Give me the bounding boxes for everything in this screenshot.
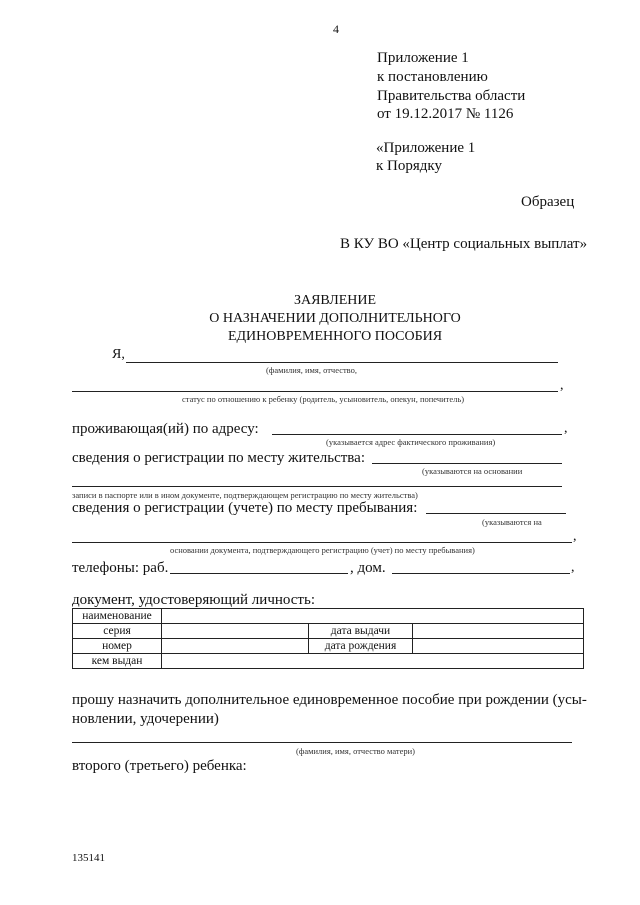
mother-fio-hint: (фамилия, имя, отчество матери) [296,746,415,756]
header-line: Приложение 1 [377,50,469,66]
table-row [73,654,584,669]
title-line-2: О НАЗНАЧЕНИИ ДОПОЛНИТЕЛЬНОГО [209,311,461,326]
table-row [73,639,584,654]
name-label-cell: наименование [73,609,162,624]
title-line-1: ЗАЯВЛЕНИЕ [293,293,377,308]
table-row [73,624,584,639]
birth-date-label-cell: дата рождения [309,639,413,654]
i-label: Я, [112,347,125,362]
stay-input-line-2[interactable] [72,542,572,543]
issue-date-value-cell[interactable] [413,624,584,639]
footer-code: 135141 [72,852,105,864]
fio-hint: (фамилия, имя, отчество, [266,365,358,375]
number-value-cell[interactable] [162,639,309,654]
stay-comma: , [573,529,577,544]
header-line: к постановлению [377,69,488,85]
id-document-table [72,608,584,669]
mother-fio-input-line[interactable] [72,742,572,743]
name-value-cell[interactable] [162,609,584,624]
id-document-label: документ, удостоверяющий личность: [72,592,315,608]
address-label: проживающая(ий) по адресу: [72,421,259,437]
status-input-line[interactable] [72,391,558,392]
registration-hint-2: записи в паспорте или в ином документе, подтверждающем регистрацию по месту жительства) [72,490,418,500]
issued-by-value-cell[interactable] [162,654,584,669]
status-hint: статус по отношению к ребенку (родитель, усыновитель, опекун, попечитель) [182,394,465,404]
address-hint: (указывается адрес фактического проживания) [326,437,496,447]
status-comma: , [560,378,564,393]
request-line-2: новлении, удочерении) [72,711,219,727]
stay-hint-2: основании документа, подтверждающего регистрацию (учет) по месту пребывания) [170,545,475,555]
appendix-line: «Приложение 1 [376,140,476,156]
stay-input-line[interactable] [426,513,566,514]
home-phone-input-line[interactable] [392,573,570,574]
page-number: 4 [333,22,339,36]
home-phone-label: , дом. [350,560,386,576]
child-label: второго (третьего) ребенка: [72,758,247,774]
stay-hint-1: (указываются на [482,517,542,527]
request-line-1: прошу назначить дополнительное единовременное пособие при рождении (усы- [72,692,587,708]
series-label-cell: серия [73,624,162,639]
address-input-line[interactable] [272,434,562,435]
birth-date-value-cell[interactable] [413,639,584,654]
registration-hint-1: (указываются на основании [422,466,523,476]
work-phone-input-line[interactable] [170,573,348,574]
appendix-line: к Порядку [376,158,442,174]
issued-by-label-cell: кем выдан [73,654,162,669]
addressee: В КУ ВО «Центр социальных выплат» [340,236,588,252]
sample-label: Образец [521,194,575,210]
stay-label: сведения о регистрации (учете) по месту пребывания: [72,500,418,516]
header-line: Правительства области [377,88,526,104]
issue-date-label-cell: дата выдачи [309,624,413,639]
header-line: от 19.12.2017 № 1126 [377,106,514,122]
fio-input-line[interactable] [126,362,558,363]
registration-label: сведения о регистрации по месту жительства: [72,450,365,466]
title-line-3: ЕДИНОВРЕМЕННОГО ПОСОБИЯ [227,329,443,344]
table-row [73,609,584,624]
address-comma: , [564,421,568,436]
number-label-cell: номер [73,639,162,654]
registration-input-line[interactable] [372,463,562,464]
registration-input-line-2[interactable] [72,486,562,487]
phones-label: телефоны: раб. [72,560,169,576]
series-value-cell[interactable] [162,624,309,639]
phones-comma: , [571,560,575,575]
